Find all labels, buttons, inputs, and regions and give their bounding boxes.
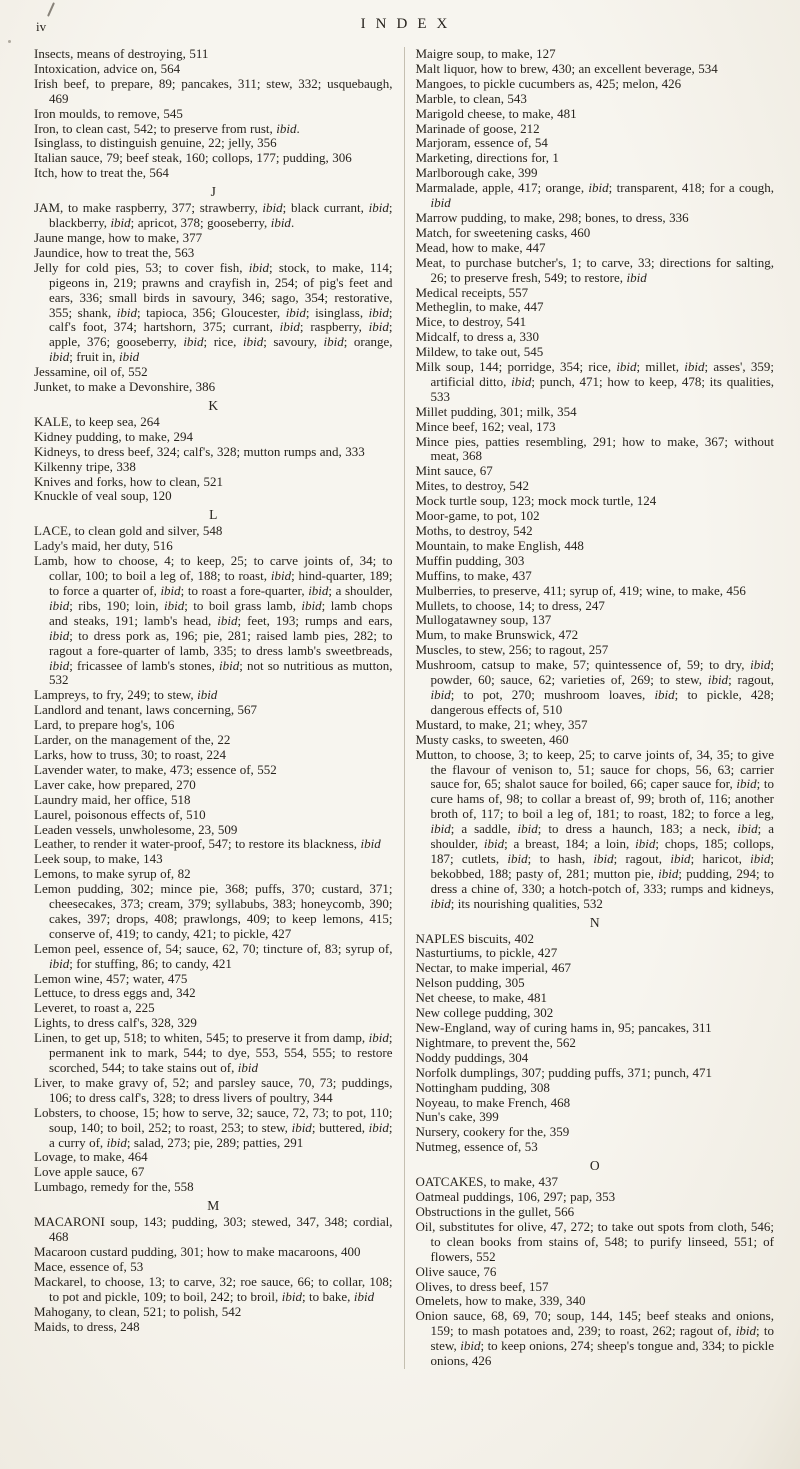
index-entry: Marinade of goose, 212 <box>415 120 540 136</box>
index-entry: Kilkenny tripe, 338 <box>34 458 136 474</box>
index-entry: Mulberries, to preserve, 411; syrup of, 419; wine, to make, 456 <box>415 582 746 598</box>
index-entry: Nectar, to make imperial, 467 <box>415 960 571 976</box>
index-entry: Leveret, to roast a, 225 <box>34 1000 155 1016</box>
section-letter-J: J <box>210 184 216 200</box>
index-entry: Itch, how to treat the, 564 <box>34 165 169 181</box>
index-entry: Mackarel, to choose, 13; to carve, 32; roe sauce, 66; to collar, 108; to pot and pickle, 109; to boil, 242; to broil, ibid; to bake, ibid <box>34 1273 393 1304</box>
index-entry: Lights, to dress calf's, 328, 329 <box>34 1015 197 1031</box>
index-entry: Lettuce, to dress eggs and, 342 <box>34 985 196 1001</box>
index-entry: Marlborough cake, 399 <box>415 165 538 181</box>
index-entry: Lovage, to make, 464 <box>34 1149 148 1165</box>
index-entry: Mum, to make Brunswick, 472 <box>415 627 579 643</box>
index-entry: Omelets, how to make, 339, 340 <box>415 1293 586 1309</box>
index-entry: Mince beef, 162; veal, 173 <box>415 418 556 434</box>
section-letter-O: O <box>589 1158 600 1174</box>
index-entry: New college pudding, 302 <box>415 1005 554 1021</box>
index-entry: Maids, to dress, 248 <box>34 1318 140 1334</box>
index-entry: Isinglass, to distinguish genuine, 22; jelly, 356 <box>34 135 277 151</box>
index-entry: Marketing, directions for, 1 <box>415 150 559 166</box>
index-entry: Italian sauce, 79; beef steak, 160; collops, 177; pudding, 306 <box>34 150 352 166</box>
index-entry: Medical receipts, 557 <box>415 284 529 300</box>
index-entry: Marble, to clean, 543 <box>415 90 527 106</box>
index-entry: Maigre soup, to make, 127 <box>415 46 556 61</box>
index-entry: Mushroom, catsup to make, 57; quintessence of, 59; to dry, ibid; powder, 60; sauce, 62; varieties of, 269; to stew, ibid; ragout, ibid; to pot, 270; mushroom loaves, ibid; to pickle, 428; dangerous effects of, 510 <box>415 657 774 717</box>
section-letter-K: K <box>208 397 219 413</box>
index-entry: Jaune mange, how to make, 377 <box>34 229 203 245</box>
index-entry: Larks, how to truss, 30; to roast, 224 <box>34 746 227 762</box>
index-entry: Mites, to destroy, 542 <box>415 478 529 494</box>
index-entry: Lemon peel, essence of, 54; sauce, 62, 70; tincture of, 83; syrup of, ibid; for stuffing, 86; to candy, 421 <box>34 940 393 971</box>
section-letter-L: L <box>209 507 218 523</box>
index-entry: Leek soup, to make, 143 <box>34 851 163 867</box>
index-entry: Laundry maid, her office, 518 <box>34 791 191 807</box>
index-entry: Musty casks, to sweeten, 460 <box>415 731 569 747</box>
index-entry: Meat, to purchase butcher's, 1; to carve, 33; directions for salting, 26; to preserve fresh, 549; to restore, ibid <box>415 254 774 285</box>
index-entry: Jaundice, how to treat the, 563 <box>34 244 195 260</box>
index-entry: Intoxication, advice on, 564 <box>34 60 181 76</box>
index-entry: Muffins, to make, 437 <box>415 567 532 583</box>
index-entry: Noyeau, to make French, 468 <box>415 1094 571 1110</box>
index-entry: Net cheese, to make, 481 <box>415 990 547 1006</box>
index-entry: MACARONI soup, 143; pudding, 303; stewed, 347, 348; cordial, 468 <box>34 1214 393 1245</box>
index-entry: Muffin pudding, 303 <box>415 552 525 568</box>
index-entry: Insects, means of destroying, 511 <box>34 46 209 61</box>
index-entry: Iron, to clean cast, 542; to preserve from rust, ibid. <box>34 120 300 136</box>
index-entry: Mountain, to make English, 448 <box>415 537 584 553</box>
index-entry: KALE, to keep sea, 264 <box>34 413 160 429</box>
section-letter-N: N <box>589 914 600 930</box>
index-entry: Lamb, how to choose, 4; to keep, 25; to carve joints of, 34; to collar, 100; to boil a leg of, 188; to roast, ibid; hind-quarter, 189; to force a quarter of, ibid; to roast a fore-quarter, ibid; a shoulder, ibid; ribs, 190; loin, ibid; to boil grass lamb, ibid; lamb chops and steaks, 191; lamb's head, ibid; feet, 193; rumps and ears, ibid; to dress pork as, 196; pie, 281; raised lamb pies, 282; to ragout a fore-quarter of lamb, 335; to dress lamb's sweetbreads, ibid; fricassee of lamb's stones, ibid; not so nutritious as mutton, 532 <box>34 553 393 688</box>
index-entry: Iron moulds, to remove, 545 <box>34 105 183 121</box>
index-entry: Match, for sweetening casks, 460 <box>415 224 591 240</box>
index-entry: Laurel, poisonous effects of, 510 <box>34 806 206 822</box>
index-entry: Mince pies, patties resembling, 291; how to make, 367; without meat, 368 <box>415 433 774 464</box>
section-letter-M: M <box>207 1198 220 1214</box>
index-entry: Kidneys, to dress beef, 324; calf's, 328; mutton rumps and, 333 <box>34 443 365 459</box>
index-entry: Milk soup, 144; porridge, 354; rice, ibid; millet, ibid; asses', 359; artificial ditto, ibid; punch, 471; how to keep, 478; its qualities, 533 <box>415 359 775 404</box>
index-entry: JAM, to make raspberry, 377; strawberry, ibid; black currant, ibid; blackberry, ibid; apricot, 378; gooseberry, ibid. <box>34 200 393 231</box>
page-number: iv <box>36 19 47 34</box>
index-entry: Nelson pudding, 305 <box>415 975 525 991</box>
index-entry: Malt liquor, how to brew, 430; an excellent beverage, 534 <box>415 60 718 76</box>
page-header <box>34 16 774 38</box>
index-entry: Mullogatawney soup, 137 <box>415 612 552 628</box>
index-entry: Millet pudding, 301; milk, 354 <box>415 403 577 419</box>
index-entry: Knuckle of veal soup, 120 <box>34 488 172 504</box>
index-entry: Lavender water, to make, 473; essence of, 552 <box>34 761 277 777</box>
index-entry: Linen, to get up, 518; to whiten, 545; to preserve it from damp, ibid; permanent ink to mark, 544; to dye, 553, 554, 555; to restore scorched, 544; to take stains out of, ibid <box>34 1030 393 1075</box>
index-column-right <box>416 47 775 1369</box>
index-entry: Mutton, to choose, 3; to keep, 25; to carve joints of, 34, 35; to give the flavour of venison to, 51; sauce for chops, 56, 63; carrier sauce for, 65; shalot sauce for boiled, 66; caper sauce for, ibid; to cure hams of, 98; to collar a breast of, 99; broth of, 116; another broth of, 117; to boil a leg of, 181; to roast, 182; to force a leg, ibid; a saddle, ibid; to dress a haunch, 183; a neck, ibid; a shoulder, ibid; a breast, 184; a loin, ibid; chops, 185; collops, 187; cutlets, ibid; to hash, ibid; ragout, ibid; haricot, ibid; bekobbed, 188; pasty of, 281; mutton pie, ibid; pudding, 294; to dress a chine of, 330; a hotch-potch of, 333; rumps and kidneys, ibid; its nourishing qualities, 532 <box>415 746 774 911</box>
scan-artifact-speck <box>8 40 11 43</box>
index-entry: Landlord and tenant, laws concerning, 567 <box>34 702 258 718</box>
index-entry: Noddy puddings, 304 <box>415 1049 529 1065</box>
index-columns <box>34 47 774 1369</box>
index-entry: Marrow pudding, to make, 298; bones, to dress, 336 <box>415 209 689 225</box>
index-entry: Olive sauce, 76 <box>415 1263 497 1279</box>
index-entry: Macaroon custard pudding, 301; how to make macaroons, 400 <box>34 1243 361 1259</box>
scan-artifact-slash <box>47 2 55 17</box>
index-entry: Nun's cake, 399 <box>415 1109 499 1125</box>
index-entry: Laver cake, how prepared, 270 <box>34 776 196 792</box>
index-entry: Metheglin, to make, 447 <box>415 299 544 315</box>
index-entry: Nightmare, to prevent the, 562 <box>415 1034 576 1050</box>
index-entry: Nottingham pudding, 308 <box>415 1079 550 1095</box>
index-entry: Marmalade, apple, 417; orange, ibid; transparent, 418; for a cough, ibid <box>415 180 774 211</box>
index-entry: Mildew, to take out, 545 <box>415 344 544 360</box>
index-entry: Larder, on the management of the, 22 <box>34 732 231 748</box>
index-entry: Oatmeal puddings, 106, 297; pap, 353 <box>415 1189 616 1205</box>
index-entry: Mace, essence of, 53 <box>34 1258 144 1274</box>
index-entry: Mice, to destroy, 541 <box>415 314 527 330</box>
index-entry: Jessamine, oil of, 552 <box>34 364 148 380</box>
index-entry: Moor-game, to pot, 102 <box>415 508 540 524</box>
index-entry: Marjoram, essence of, 54 <box>415 135 548 151</box>
index-entry: LACE, to clean gold and silver, 548 <box>34 523 223 539</box>
index-entry: Leaden vessels, unwholesome, 23, 509 <box>34 821 238 837</box>
index-entry: Mustard, to make, 21; whey, 357 <box>415 716 588 732</box>
index-entry: Lobsters, to choose, 15; how to serve, 32; sauce, 72, 73; to pot, 110; soup, 140; to boil, 252; to roast, 253; to stew, ibid; buttered, ibid; a curry of, ibid; salad, 273; pie, 289; patties, 291 <box>34 1104 393 1150</box>
index-entry: Leather, to render it water-proof, 547; to restore its blackness, ibid <box>34 836 381 852</box>
index-entry: Lemon wine, 457; water, 475 <box>34 970 188 986</box>
index-entry: OATCAKES, to make, 437 <box>415 1174 559 1190</box>
index-entry: Nutmeg, essence of, 53 <box>415 1139 538 1155</box>
index-entry: Lumbago, remedy for the, 558 <box>34 1179 194 1195</box>
index-entry: Mahogany, to clean, 521; to polish, 542 <box>34 1303 242 1319</box>
index-entry: Mangoes, to pickle cucumbers as, 425; melon, 426 <box>415 75 682 91</box>
index-entry: Lemon pudding, 302; mince pie, 368; puffs, 370; custard, 371; cheesecakes, 373; cream, 379; syllabubs, 383; honeycomb, 390; cakes, 397; drops, 408; prawlongs, 409; to keep lemons, 415; conserve of, 419; to candy, 421; to pickle, 427 <box>34 881 393 941</box>
index-entry: Norfolk dumplings, 307; pudding puffs, 371; punch, 471 <box>415 1064 713 1080</box>
running-title: INDEX <box>360 16 458 32</box>
index-entry: Kidney pudding, to make, 294 <box>34 428 193 444</box>
index-entry: Junket, to make a Devonshire, 386 <box>34 379 216 395</box>
index-entry: Mock turtle soup, 123; mock mock turtle, 124 <box>415 493 657 509</box>
index-entry: Mead, how to make, 447 <box>415 239 546 255</box>
index-entry: Lemons, to make syrup of, 82 <box>34 866 191 882</box>
index-entry: Olives, to dress beef, 157 <box>415 1278 549 1294</box>
index-entry: Jelly for cold pies, 53; to cover fish, ibid; stock, to make, 114; pigeons in, 219; prawns and crayfish in, 254; of pig's feet and ears, 336; small birds in savoury, 346; sago, 354; restorative, 355; shank, ibid; tapioca, 356; Gloucester, ibid; isinglass, ibid; calf's foot, 374; hartshorn, 375; currant, ibid; raspberry, ibid; apple, 376; gooseberry, ibid; rice, ibid; savoury, ibid; orange, ibid; fruit in, ibid <box>34 259 393 365</box>
index-entry: Moths, to destroy, 542 <box>415 523 533 538</box>
index-entry: Nasturtiums, to pickle, 427 <box>415 945 558 961</box>
index-entry: Mint sauce, 67 <box>415 463 493 479</box>
index-entry: Midcalf, to dress a, 330 <box>415 329 540 345</box>
index-entry: Knives and forks, how to clean, 521 <box>34 473 223 489</box>
index-entry: Lampreys, to fry, 249; to stew, ibid <box>34 687 218 703</box>
index-column-left <box>34 47 393 1369</box>
index-entry: Onion sauce, 68, 69, 70; soup, 144, 145; beef steaks and onions, 159; to mash potatoes and, 239; to roast, 262; ragout of, ibid; to stew, ibid; to keep onions, 274; sheep's tongue and, 334; to pickle onions, 426 <box>415 1308 775 1369</box>
index-entry: Obstructions in the gullet, 566 <box>415 1203 575 1219</box>
index-entry: Liver, to make gravy of, 52; and parsley sauce, 70, 73; puddings, 106; to dress calf's, 328; to dress livers of poultry, 344 <box>34 1074 393 1105</box>
index-entry: Lady's maid, her duty, 516 <box>34 538 173 554</box>
index-entry: New-England, way of curing hams in, 95; pancakes, 311 <box>415 1020 712 1035</box>
index-entry: Irish beef, to prepare, 89; pancakes, 311; stew, 332; usquebaugh, 469 <box>34 75 393 106</box>
index-entry: Marigold cheese, to make, 481 <box>415 105 577 121</box>
index-entry: Love apple sauce, 67 <box>34 1164 145 1180</box>
index-entry: NAPLES biscuits, 402 <box>415 930 534 946</box>
index-entry: Nursery, cookery for the, 359 <box>415 1124 570 1140</box>
index-entry: Lard, to prepare hog's, 106 <box>34 717 175 733</box>
index-entry: Oil, substitutes for olive, 47, 272; to take out spots from cloth, 546; to clean books from stains of, 548; to purify linseed, 551; of flowers, 552 <box>415 1218 774 1264</box>
column-rule <box>404 47 405 1369</box>
index-entry: Muscles, to stew, 256; to ragout, 257 <box>415 642 609 658</box>
index-entry: Mullets, to choose, 14; to dress, 247 <box>415 597 605 613</box>
